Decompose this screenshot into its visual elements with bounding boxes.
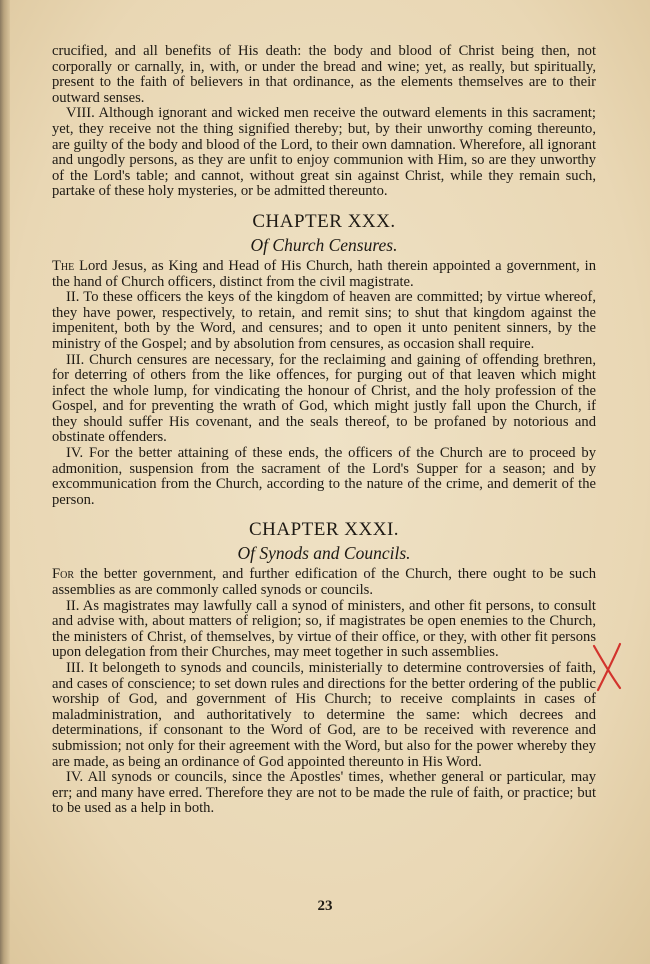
chapter-30-paragraph-1-text: Lord Jesus, as King and Head of His Church, hath therein appointed a government, in the hand of Church officers, distinct from the civil magistrate. [52,257,596,290]
chapter-30-paragraph-4: IV. For the better attaining of these ends, the officers of the Church are to proceed by admonition, suspension from the sacrament of the Lord's Supper for a season; and by excommunication from the Church, according to the nature of the crime, and demerit of the person. [52,445,596,508]
book-spine [0,0,10,964]
chapter-31-paragraph-2: II. As magistrates may lawfully call a synod of ministers, and other fit persons, to consult and advise with, about matters of religion; so, if magistrates be open enemies to the Church, the ministers of Christ, of themselves, by virtue of their office, or they, with other fit persons upon delegation from their Churches, may meet together in such assemblies. [52,597,596,661]
chapter-31-lead-word: For [52,566,75,583]
chapter-30-heading: CHAPTER XXX. [252,210,396,232]
chapter-31-paragraph-1-text: the better government, and further edification of the Church, there ought to be such assemblies as are commonly called synods or councils. [52,566,596,599]
chapter-31-paragraph-3: III. It belongeth to synods and councils, ministerially to determine controversies of faith, and cases of conscience; to set down rules and directions for the better ordering of the public worship of God, and government of His Church; to receive complaints in cases of maladministration, and authoritatively to determine the same: which decrees and determinations, if consonant to the Word of God, are to be received with reverence and submission; not only for their agreement with the Word, but also for the power whereby they are made, as being an ordinance of God appointed thereunto in His Word. [52,660,596,770]
chapter-31-paragraph-1 [52,567,596,598]
handwritten-x-mark [590,642,626,692]
page-number: 23 [317,898,333,914]
chapter-30-paragraph-2: II. To these officers the keys of the kingdom of heaven are committed; by virtue whereof, they have power, respectively, to retain, and remit sins; to shut that kingdom against the impenitent, both by the Word, and censures; and to open it unto penitent sinners, by the ministry of the Gospel; and by absolution from censures, as occasion shall require. [52,289,596,352]
chapter-31-subtitle: Of Synods and Councils. [237,543,411,564]
chapter-31-paragraph-4: IV. All synods or councils, since the Apostles' times, whether general or particular, may err; and many have erred. Therefore they are not to be made the rule of faith, or practice; but to be used as a help in both. [52,769,596,817]
paragraph-continuation: crucified, and all benefits of His death: the body and blood of Christ being then, not corporally or carnally, in, with, or under the bread and wine; yet, as really, but spiritually, present to the faith of believers in that ordinance, as the elements themselves are to their outward senses. [52,43,596,106]
paragraph-viii: VIII. Although ignorant and wicked men receive the outward elements in this sacrament; yet, they receive not the thing signified thereby; but, by their unworthy coming thereunto, are guilty of the body and blood of the Lord, to their own damnation. Wherefore, all ignorant and ungodly persons, as they are unfit to enjoy communion with Him, so are they unworthy of the Lord's table; and cannot, without great sin against Christ, while they remain such, partake of these holy mysteries, or be admitted thereunto. [52,105,596,200]
chapter-30-subtitle: Of Church Censures. [250,234,398,255]
chapter-31-heading: CHAPTER XXXI. [248,519,400,541]
chapter-30-paragraph-1 [52,259,596,290]
chapter-30-paragraph-3: III. Church censures are necessary, for the reclaiming and gaining of offending brethren, for deterring of others from the like offences, for purging out of that leaven which might infect the whole lump, for vindicating the honour of Christ, and the holy profession of the Gospel, and for preventing the wrath of God, which might justly fall upon the Church, if they should suffer His covenant, and the seals thereof, to be profaned by notorious and obstinate offenders. [52,351,596,446]
chapter-30-lead-word: The [52,257,75,274]
page-body [52,44,596,817]
